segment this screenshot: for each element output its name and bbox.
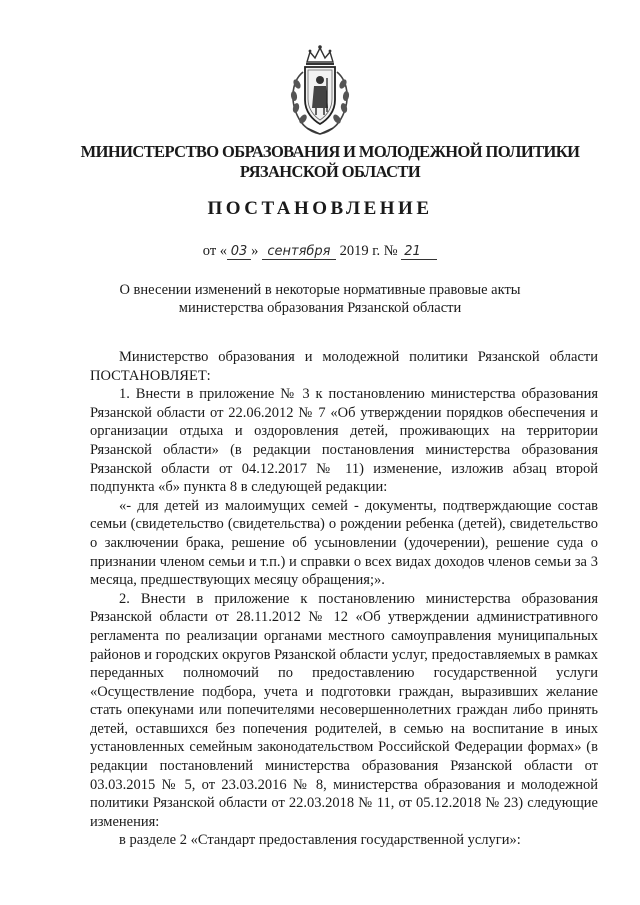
document-type-title: ПОСТАНОВЛЕНИЕ <box>207 198 433 219</box>
date-prefix: от « <box>202 243 228 259</box>
coat-of-arms-icon <box>283 42 357 138</box>
ministry-name-line1: МИНИСТЕРСТВО ОБРАЗОВАНИЯ И МОЛОДЕЖНОЙ ПОЛИТИКИ <box>80 142 580 161</box>
body-paragraph-preamble: Министерство образования и молодежной политики Рязанской области ПОСТАНОВЛЯЕТ: <box>90 349 598 384</box>
body-paragraph-item-1: 1. Внести в приложение № 3 к постановлению министерства образования Рязанской области от 22.06.2012 № 7 «Об утверждении порядков обеспечения и организации отдыха и оздоровления детей, проживающих на территории Рязанской области» (в редакции постановления министерства образования Рязанской области от 04.12.2017 № 11) изменение, изложив абзац второй подпункта «б» пункта 8 в следующей редакции: <box>90 386 598 496</box>
handwritten-day: 03 <box>227 245 251 260</box>
ministry-name-line2: РЯЗАНСКОЙ ОБЛАСТИ <box>239 162 421 181</box>
date-year-number-label: 2019 г. № <box>339 243 398 259</box>
body-paragraph-quote: «- для детей из малоимущих семей - документы, подтверждающие состав семьи (свидетельство (свидетельства) о рождении ребенка (детей), свидетельство о заключении брака, решение об усыновлении (удочерении), решение суда о признании членом семьи и т.п.) и справки о всех видах доходов членов семьи за 3 месяца, предшествующих месяцу обращения;». <box>90 497 598 589</box>
body-paragraph-item-2: 2. Внести в приложение к постановлению министерства образования Рязанской области от 28.11.2012 № 12 «Об утверждении административного регламента по реализации органами местного самоуправления муниципальных районов и городских округов Рязанской области услуг, предоставляемых в рамках переданных полномочий по предоставлению государственной услуги «Осуществление подбора, учета и подготовки граждан, выразивших желание стать опекунами или попечителями несовершеннолетних граждан либо принять детей, оставшихся без попечения родителей, в семью на воспитание в иных установленных семейным законодательством Российской Федерации формах» (в редакции постановлений министерства образования Рязанской области от 03.03.2015 № 5, от 23.03.2016 № 8, министерства образования и молодежной политики Рязанской области от 22.03.2018 № 11, от 05.12.2018 № 23) следующие изменения: <box>90 590 598 830</box>
handwritten-month: сентября <box>262 245 336 260</box>
date-close-quote: » <box>251 243 259 259</box>
ministry-name <box>60 142 600 182</box>
subject-line2: министерства образования Рязанской области <box>178 300 462 316</box>
body-paragraph-section-2: в разделе 2 «Стандарт предоставления государственной услуги»: <box>119 832 521 849</box>
handwritten-document-number: 21 <box>401 245 437 260</box>
date-number-line <box>0 243 640 260</box>
document-subject <box>90 281 550 317</box>
document-body <box>90 348 598 850</box>
subject-line1: О внесении изменений в некоторые нормативные правовые акты <box>119 282 521 298</box>
